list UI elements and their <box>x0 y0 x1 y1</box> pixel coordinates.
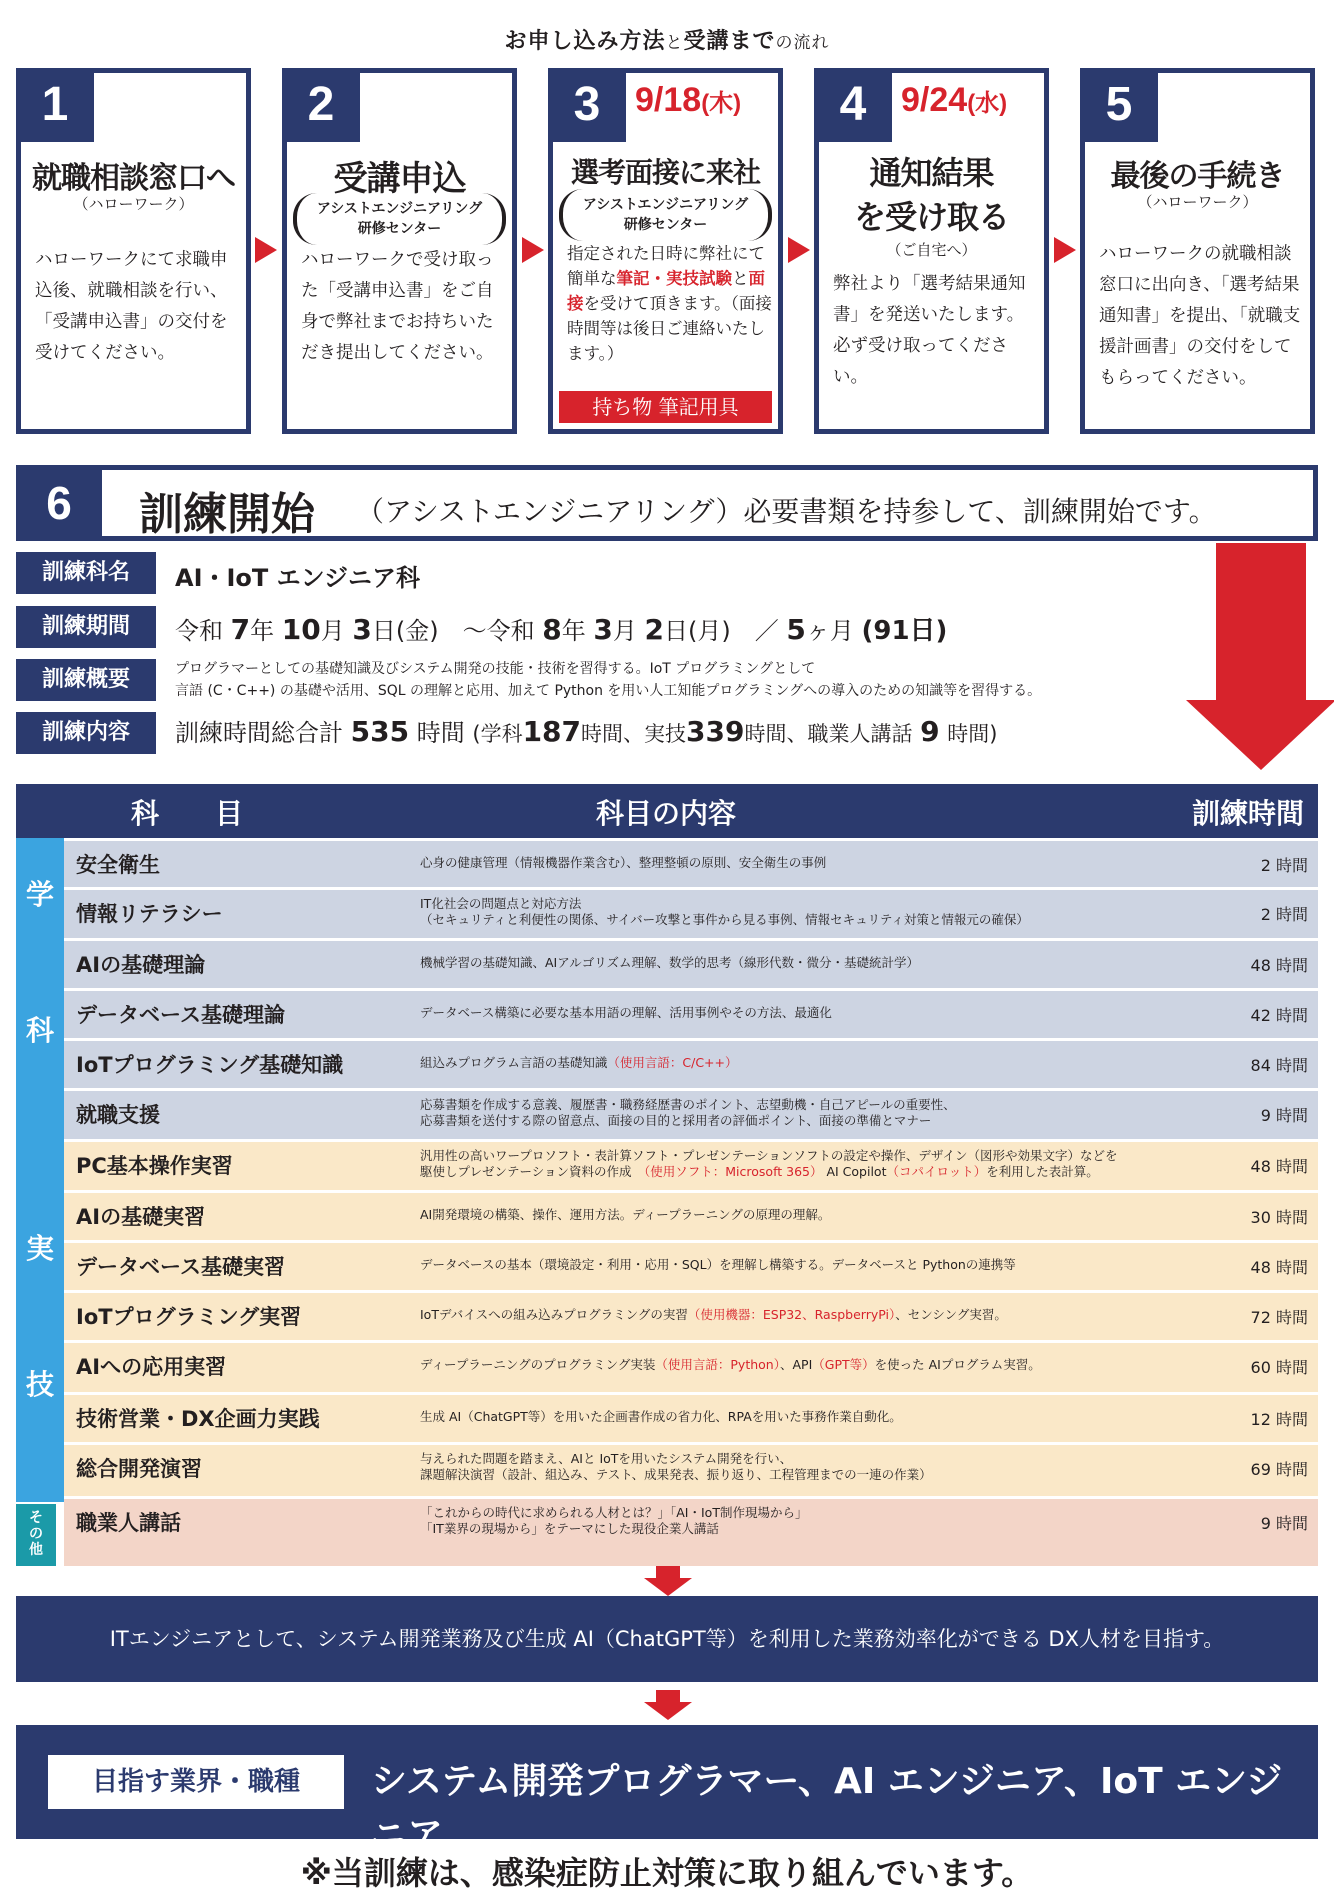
arrow-right-icon <box>522 237 544 263</box>
content-red: （使用言語：Python） <box>655 1357 780 1372</box>
row-hours: 48 時間 <box>1250 956 1308 975</box>
table-row <box>64 887 1318 938</box>
content-part: 、API <box>779 1357 813 1372</box>
content-part: 訓練時間総合計 <box>175 719 343 747</box>
content-line <box>420 855 1280 871</box>
goal-banner: ITエンジニアとして、システム開発業務及び生成 AI（ChatGPT等）を利用した業務効率化ができる DX人材を目指す。 <box>16 1596 1318 1682</box>
content-part: 課題解決演習（設計、組込み、テスト、成果発表、振り返り、工程管理までの一連の作業） <box>420 1467 932 1482</box>
table-row <box>64 1139 1318 1190</box>
step-heading: 最後の手続き <box>1110 159 1285 194</box>
row-subject: 情報リテラシー <box>76 902 223 926</box>
period-part: 7 <box>230 613 251 646</box>
content-line <box>420 1451 1280 1467</box>
content-part: 、センシング実習。 <box>895 1307 1007 1322</box>
period-part: 5 <box>786 613 806 646</box>
step-6-text: （アシストエンジニアリング）必要書類を持参して、訓練開始です。 <box>356 495 1217 528</box>
flow-title <box>0 24 1334 55</box>
flow-title-part: と <box>665 33 684 53</box>
table-row <box>64 1290 1318 1340</box>
step-text: ハローワークにて求職申込後、就職相談を行い、「受講申込書」の交付を受けてください。 <box>35 250 228 363</box>
heading-line: 通知結果 <box>869 154 994 192</box>
row-content <box>420 1307 1280 1323</box>
row-hours: 72 時間 <box>1250 1308 1308 1327</box>
row-subject: AIの基礎理論 <box>76 953 206 977</box>
paren-line: 研修センター <box>357 221 442 237</box>
side-text: その他 <box>29 1510 43 1558</box>
content-part: 9 <box>920 715 940 748</box>
content-part: 汎用性の高いワープロソフト・表計算ソフト・プレゼンテーションソフトの設定や操作、デザイン（図形や効果文字）などを <box>420 1148 1118 1163</box>
content-value <box>175 713 997 748</box>
side-label-gakka <box>16 838 64 1132</box>
content-part: 535 <box>350 715 410 748</box>
side-label-other <box>16 1504 56 1566</box>
row-content <box>420 1357 1280 1373</box>
step-number: 6 <box>16 465 102 541</box>
step-paren <box>293 193 506 245</box>
content-part: データベース構築に必要な基本用語の理解、活用事例やその方法、最適化 <box>420 1005 832 1020</box>
content-part: を使った AIプログラム実習。 <box>874 1357 1041 1372</box>
content-line <box>420 1164 1280 1180</box>
row-subject: 技術営業・DX企画力実践 <box>76 1407 320 1431</box>
side-text: 学 科 <box>25 878 54 1047</box>
period-label: 訓練期間 <box>16 606 156 648</box>
date-value: 9/24 <box>901 81 968 119</box>
content-red: （使用ソフト：Microsoft 365） <box>644 1164 823 1179</box>
content-part: AI Copilot <box>822 1164 887 1179</box>
overview-text <box>175 658 1041 702</box>
content-part: 組込みプログラム言語の基礎知識 <box>420 1055 608 1070</box>
table-row <box>64 1496 1318 1566</box>
step-text: 弊社より「選考結果通知書」を発送いたします。必ず受け取ってください。 <box>833 274 1026 387</box>
row-subject: PC基本操作実習 <box>76 1154 233 1178</box>
content-part: 時間、職業人講話 <box>744 722 913 746</box>
header-content: 科目の内容 <box>596 797 737 830</box>
content-line <box>420 1467 1280 1483</box>
content-part: ディープラーニングのプログラミング実装 <box>420 1357 656 1372</box>
text-red: 筆記・実技試験 <box>616 269 732 288</box>
period-part: 日(月) ／ <box>663 617 779 645</box>
period-part: ヶ月 <box>805 617 854 645</box>
step-paren <box>559 189 772 241</box>
content-line <box>420 1521 1280 1537</box>
content-part: 時間) <box>947 722 998 746</box>
paren-line: 研修センター <box>623 217 708 233</box>
course-label: 訓練科名 <box>16 552 156 594</box>
step-5-box <box>1080 68 1315 434</box>
table-row <box>64 1240 1318 1290</box>
content-part: 機械学習の基礎知識、AIアルゴリズム理解、数学的思考（線形代数・微分・基礎統計学） <box>420 955 919 970</box>
content-red: （コパイロット） <box>886 1164 987 1179</box>
period-part: 8 <box>542 613 562 646</box>
content-part: 「IT業界の現場から」をテーマにした現役企業人講話 <box>420 1521 719 1536</box>
row-content <box>420 1148 1280 1180</box>
row-hours: 12 時間 <box>1250 1410 1308 1429</box>
content-line <box>420 1055 1280 1071</box>
flow-title-part: お申し込み方法 <box>504 29 666 54</box>
content-part: （セキュリティと利便性の関係、サイバー攻撃と事件から見る事例、情報セキュリティ対策と情報元の確保） <box>420 912 1029 927</box>
period-part: 令和 <box>175 617 223 645</box>
content-part: 応募書類を送付する際の留意点、面接の目的と採用者の評価ポイント、面接の準備とマナー <box>420 1113 932 1128</box>
content-red: （使用機器：ESP32、RaspberryPi） <box>687 1307 896 1322</box>
paren-line: アシストエンジニアリング <box>582 197 749 213</box>
row-content <box>420 896 1280 928</box>
content-part: 339 <box>686 715 745 748</box>
arrow-right-icon <box>255 237 277 263</box>
step-2-box <box>282 68 517 434</box>
row-hours: 9 時間 <box>1260 1106 1308 1125</box>
target-banner <box>16 1725 1318 1856</box>
period-part: 日(金) 〜令和 <box>371 617 535 645</box>
step-sub: （ハローワーク） <box>73 195 194 213</box>
row-content <box>420 1409 1280 1425</box>
period-part: 月 <box>612 617 637 645</box>
row-content <box>420 955 1280 971</box>
period-part: 年 <box>250 617 275 645</box>
period-part: 3 <box>352 613 372 646</box>
arrow-right-icon <box>1054 237 1076 263</box>
table-row <box>64 988 1318 1038</box>
content-line <box>420 1207 1280 1223</box>
row-hours: 84 時間 <box>1250 1056 1308 1075</box>
text-red: 面接 <box>567 269 765 313</box>
content-part: 応募書類を作成する意義、履歴書・職務経歴書のポイント、志望動機・自己アピールの重要性、 <box>420 1097 956 1112</box>
content-line <box>420 1307 1280 1323</box>
row-hours: 9 時間 <box>1260 1514 1308 1533</box>
step-text: ハローワークの就職相談窓口に出向き、「選考結果通知書」を提出、「就職支援計画書」の交付をしてもらってください。 <box>1099 244 1301 388</box>
flow-title-part: 受講まで <box>683 29 776 54</box>
row-subject: データベース基礎実習 <box>76 1255 285 1279</box>
table-row <box>64 1088 1318 1139</box>
row-subject: 職業人講話 <box>76 1511 181 1535</box>
content-part: 駆使しプレゼンテーション資料の作成 <box>420 1164 645 1179</box>
row-content <box>420 1207 1280 1223</box>
content-line <box>420 1357 1280 1373</box>
period-part: 年 <box>561 617 586 645</box>
content-part: IoTデバイスへの組み込みプログラミングの実習 <box>420 1307 688 1322</box>
row-hours: 2 時間 <box>1260 905 1308 924</box>
content-part: 時間 <box>416 719 465 747</box>
step-number: 3 <box>548 68 626 142</box>
content-part: AI開発環境の構築、操作、運用方法。ディープラーニングの原理の理解。 <box>420 1207 831 1222</box>
step-sub: （ハローワーク） <box>1137 193 1258 211</box>
content-line <box>420 1257 1280 1273</box>
table-row <box>64 1190 1318 1240</box>
content-part: 心身の健康管理（情報機器作業含む）、整理整頓の原則、安全衛生の事例 <box>420 855 827 870</box>
period-part: (91日) <box>861 616 948 646</box>
step-heading: 受講申込 <box>333 159 466 199</box>
step-text <box>567 241 772 366</box>
header-hours: 訓練時間 <box>1191 797 1304 830</box>
date-dow: (水) <box>967 90 1008 117</box>
table-header <box>16 784 1318 838</box>
row-hours: 2 時間 <box>1260 856 1308 875</box>
date-value: 9/18 <box>635 81 702 119</box>
table-row <box>64 1038 1318 1088</box>
row-content <box>420 1451 1280 1483</box>
table-row <box>64 938 1318 988</box>
text-part: を受けて頂きます。（面接時間等は後日ご連絡いたします。） <box>567 294 772 363</box>
content-line <box>420 955 1280 971</box>
table-row <box>64 1442 1318 1496</box>
content-part: 与えられた問題を踏まえ、AIと IoTを用いたシステム開発を行い、 <box>420 1451 793 1466</box>
heading-line: を受け取る <box>853 198 1009 236</box>
row-content <box>420 1097 1280 1129</box>
table-row <box>64 1340 1318 1392</box>
row-subject: IoTプログラミング基礎知識 <box>76 1053 344 1077</box>
content-part: 「これからの時代に求められる人材とは？」「AI・IoT制作現場から」 <box>420 1505 808 1520</box>
side-text: 実 技 <box>25 1232 54 1401</box>
row-hours: 69 時間 <box>1250 1460 1308 1479</box>
period-part: 月 <box>320 617 345 645</box>
period-part: 2 <box>644 613 664 646</box>
content-line <box>420 1005 1280 1021</box>
row-subject: IoTプログラミング実習 <box>76 1305 302 1329</box>
content-label: 訓練内容 <box>16 712 156 754</box>
items-badge: 持ち物 筆記用具 <box>559 391 772 423</box>
step-number: 4 <box>814 68 892 142</box>
step-heading: 選考面接に来社 <box>570 156 760 189</box>
row-content <box>420 1055 1280 1071</box>
down-arrow-icon <box>1216 543 1306 701</box>
row-subject: 安全衛生 <box>76 853 160 877</box>
step-number: 5 <box>1080 68 1158 142</box>
row-subject: AIへの応用実習 <box>76 1355 227 1379</box>
step-number: 1 <box>16 68 94 142</box>
content-line <box>420 1113 1280 1129</box>
content-line <box>420 912 1280 928</box>
content-line <box>420 1148 1280 1164</box>
row-subject: 就職支援 <box>76 1103 160 1127</box>
step-sub: （ご自宅へ） <box>886 241 977 259</box>
down-arrow-head-icon <box>644 1578 692 1596</box>
step-heading <box>819 151 1044 239</box>
step-heading: 就職相談窓口へ <box>32 161 235 196</box>
row-hours: 48 時間 <box>1250 1258 1308 1277</box>
content-part: を利用した表計算。 <box>986 1164 1099 1179</box>
step-number: 2 <box>282 68 360 142</box>
period-part: 10 <box>281 613 321 646</box>
step-3-box <box>548 68 783 434</box>
period-value <box>175 610 947 647</box>
step-date <box>635 81 741 120</box>
step-text: ハローワークで受け取った「受講申込書」をご自身で弊社までお持ちいただき提出してください。 <box>301 250 494 363</box>
row-content <box>420 1005 1280 1021</box>
down-arrow-head-icon <box>644 1702 692 1720</box>
step-6-title: 訓練開始 <box>139 489 315 540</box>
overview-label: 訓練概要 <box>16 659 156 701</box>
row-subject: 総合開発演習 <box>76 1457 202 1481</box>
paren-line: アシストエンジニアリング <box>316 201 483 217</box>
content-part: IT化社会の問題点と対応方法 <box>420 896 582 911</box>
target-label: 目指す業界・職種 <box>48 1755 344 1809</box>
table-row <box>64 838 1318 887</box>
row-hours: 48 時間 <box>1250 1157 1308 1176</box>
row-content <box>420 1505 1280 1537</box>
target-text: システム開発プログラマー、AI エンジニア、IoT エンジニア <box>371 1761 1283 1856</box>
row-content <box>420 1257 1280 1273</box>
content-part: 時間、実技 <box>581 722 687 746</box>
overview-line: 言語 (C・C++) の基礎や活用、SQL の理解と応用、加えて Python を用い人工知能プログラミングへの導入のための知識等を習得する。 <box>175 683 1042 699</box>
content-red: （GPT等） <box>812 1357 875 1372</box>
content-line <box>420 1097 1280 1113</box>
content-line <box>420 896 1280 912</box>
overview-line: プログラマーとしての基礎知識及びシステム開発の技能・技術を習得する。IoT プログラミングとして <box>175 661 816 677</box>
row-subject: データベース基礎理論 <box>76 1003 285 1027</box>
footer-note: ※当訓練は、感染症防止対策に取り組んでいます。 <box>300 1854 1034 1890</box>
step-1-box <box>16 68 251 434</box>
content-part: 生成 AI（ChatGPT等）を用いた企画書作成の省力化、RPAを用いた事務作業自動化。 <box>420 1409 902 1424</box>
content-part: (学科 <box>472 722 523 746</box>
step-4-box <box>814 68 1049 434</box>
content-line <box>420 1409 1280 1425</box>
row-hours: 60 時間 <box>1250 1358 1308 1377</box>
row-content <box>420 855 1280 871</box>
table-row <box>64 1392 1318 1442</box>
row-hours: 30 時間 <box>1250 1208 1308 1227</box>
header-subject: 科 目 <box>131 797 244 830</box>
row-hours: 42 時間 <box>1250 1006 1308 1025</box>
text-part: と <box>732 269 749 288</box>
step-date <box>901 81 1007 120</box>
down-arrow-head-icon <box>1186 700 1334 770</box>
course-name: AI・IoT エンジニア科 <box>175 564 421 592</box>
row-subject: AIの基礎実習 <box>76 1205 206 1229</box>
step-6-box <box>16 465 1318 541</box>
content-part: データベースの基本（環境設定・利用・応用・SQL）を理解し構築する。データベースと Pythonの連携等 <box>420 1257 1016 1272</box>
content-part: 187 <box>522 715 582 748</box>
side-label-jitsugi <box>16 1132 64 1502</box>
flow-title-part: の流れ <box>775 33 830 53</box>
period-part: 3 <box>593 613 613 646</box>
content-red: （使用言語：C/C++） <box>607 1055 738 1070</box>
text-part: 指定された日時に弊社にて簡単な <box>567 244 765 288</box>
arrow-right-icon <box>788 237 810 263</box>
date-dow: (木) <box>701 90 742 117</box>
content-line <box>420 1505 1280 1521</box>
